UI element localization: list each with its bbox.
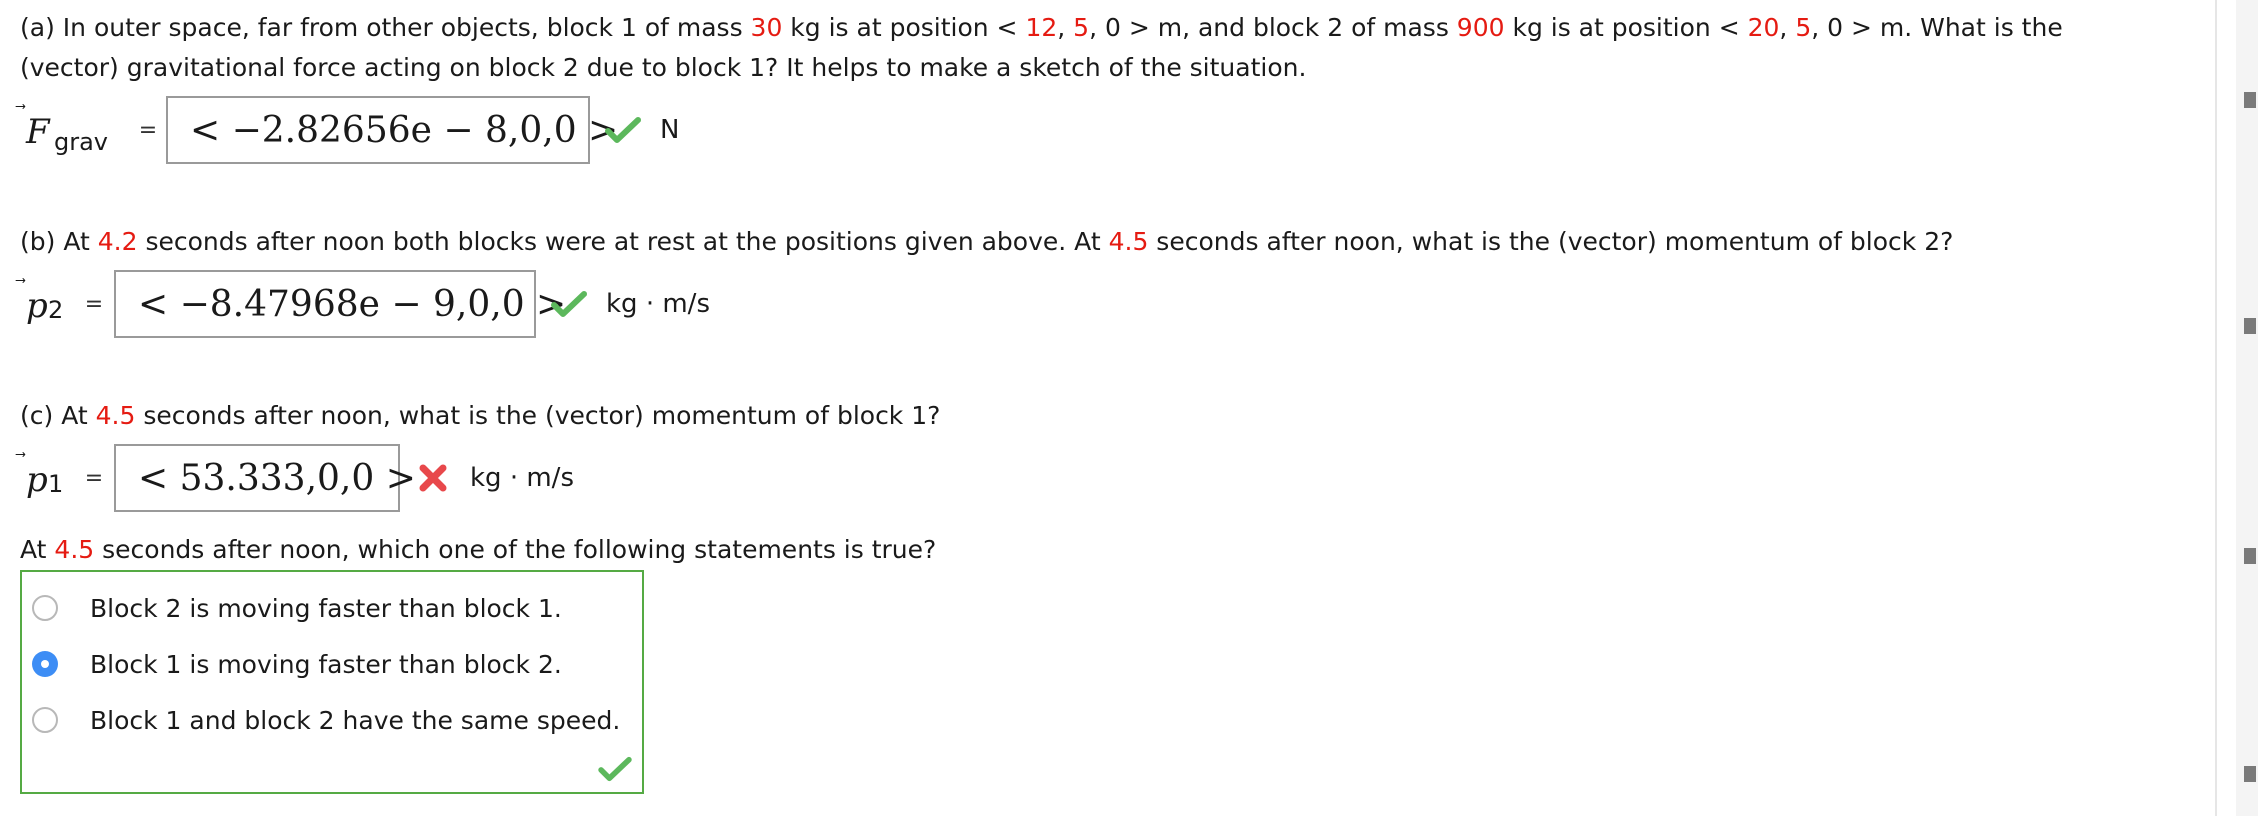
force-label: F grav — [26, 112, 109, 156]
question-text-segment: , 0 > m. What is the — [1811, 13, 2063, 42]
highlighted-value: 30 — [750, 13, 783, 42]
highlighted-value: 4.5 — [1108, 227, 1149, 256]
unit-label-c: kg · m/s — [470, 463, 574, 493]
choice-label: Block 2 is moving faster than block 1. — [90, 593, 562, 623]
momentum1-label: p 1 — [26, 460, 64, 500]
page-divider — [2215, 0, 2217, 816]
answer-row-b — [24, 268, 710, 340]
question-a-text-line2: (vector) gravitational force acting on block 2 due to block 1? It helps to make a sketch of the situation. — [20, 53, 1307, 82]
side-marker — [2244, 318, 2256, 334]
answer-field-b[interactable]: < −8.47968e − 9,0,0 > — [114, 270, 536, 338]
highlighted-value: 4.5 — [95, 401, 136, 430]
side-marker — [2244, 548, 2256, 564]
unit-label-a: N — [660, 115, 680, 145]
checkmark-icon — [598, 110, 648, 150]
answer-row-c — [24, 442, 574, 514]
question-text-segment: seconds after noon, which one of the following statements is true? — [94, 535, 937, 564]
question-text-segment: seconds after noon both blocks were at rest at the positions given above. At — [137, 227, 1109, 256]
question-c-text — [20, 396, 940, 436]
highlighted-value: 12 — [1025, 13, 1058, 42]
choice-option[interactable] — [32, 642, 562, 686]
equals-sign: = — [138, 117, 158, 143]
side-marker — [2244, 92, 2256, 108]
question-text-segment: , — [1779, 13, 1796, 42]
radio-button[interactable] — [32, 651, 58, 677]
answer-row-a — [24, 94, 679, 166]
question-text-segment: , — [1057, 13, 1074, 42]
question-text-segment: kg is at position < — [1504, 13, 1748, 42]
choice-label: Block 1 is moving faster than block 2. — [90, 649, 562, 679]
question-text-segment: (b) At — [20, 227, 98, 256]
choice-label: Block 1 and block 2 have the same speed. — [90, 705, 621, 735]
checkmark-icon — [544, 284, 594, 324]
question-text-segment: seconds after noon, what is the (vector) momentum of block 2? — [1148, 227, 1954, 256]
side-scrollbar[interactable] — [2236, 0, 2258, 816]
radio-button[interactable] — [32, 595, 58, 621]
highlighted-value: 900 — [1456, 13, 1505, 42]
choice-option[interactable] — [32, 698, 620, 742]
unit-label-b: kg · m/s — [606, 289, 710, 319]
equals-sign: = — [84, 291, 104, 317]
highlighted-value: 5 — [1073, 13, 1090, 42]
side-marker — [2244, 766, 2256, 782]
highlighted-value: 4.2 — [97, 227, 138, 256]
question-b-text — [20, 222, 1953, 262]
highlighted-value: 20 — [1747, 13, 1780, 42]
question-text-segment: (c) At — [20, 401, 96, 430]
question-text-segment: , 0 > m, and block 2 of mass — [1089, 13, 1457, 42]
question-text-segment: kg is at position < — [782, 13, 1026, 42]
question-a-text — [20, 8, 2063, 48]
question-text-segment: At — [20, 535, 55, 564]
equals-sign: = — [84, 465, 104, 491]
checkmark-icon — [598, 756, 632, 782]
question-text-segment: seconds after noon, what is the (vector) momentum of block 1? — [135, 401, 941, 430]
x-mark-icon — [408, 458, 458, 498]
choice-group — [20, 570, 644, 794]
answer-field-a[interactable]: < −2.82656e − 8,0,0 > — [166, 96, 590, 164]
radio-button[interactable] — [32, 707, 58, 733]
question-text-segment: (a) In outer space, far from other objects, block 1 of mass — [20, 13, 751, 42]
choice-option[interactable] — [32, 586, 562, 630]
momentum2-label: p 2 — [26, 286, 64, 326]
highlighted-value: 5 — [1795, 13, 1812, 42]
highlighted-value: 4.5 — [54, 535, 95, 564]
question-d-text — [20, 530, 936, 570]
answer-field-c[interactable]: < 53.333,0,0 > — [114, 444, 400, 512]
